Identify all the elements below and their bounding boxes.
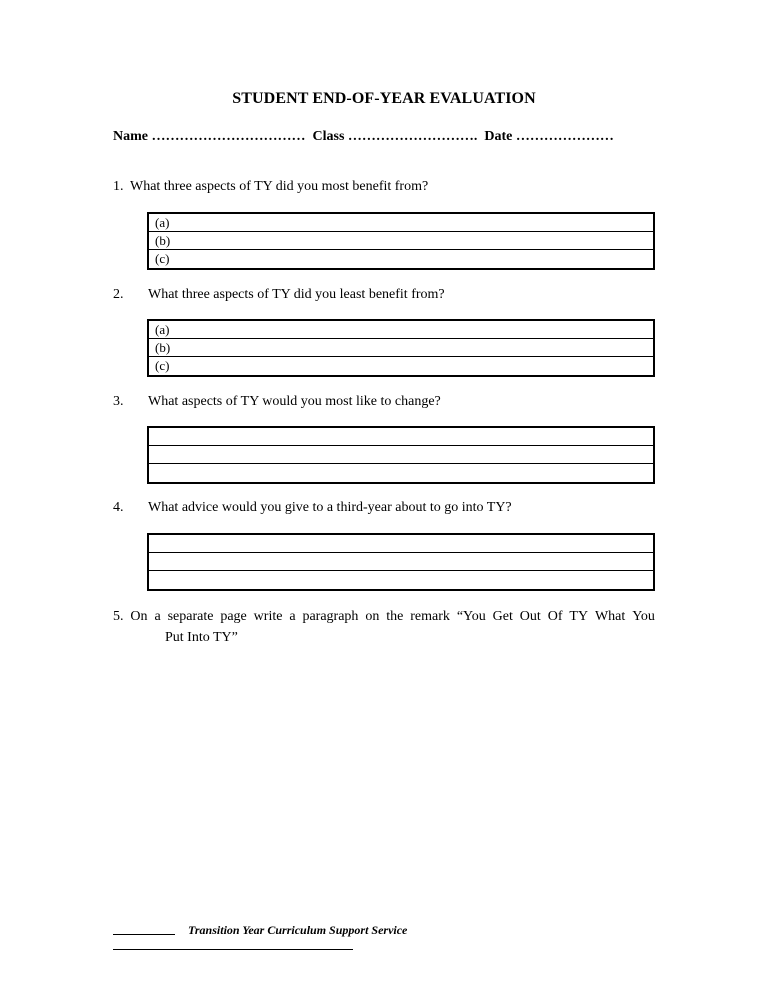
question-5-line-2: Put Into TY” [165,630,238,645]
form-title: STUDENT END-OF-YEAR EVALUATION [232,90,536,107]
answer-row-c[interactable]: (c) [155,358,170,373]
question-5-word: Of [547,609,563,624]
answer-box-1 [147,212,655,270]
question-number: 3. [113,394,124,409]
question-number: 5. [113,609,124,624]
question-5-word: page [220,609,247,624]
question-5-word: separate [167,609,214,624]
answer-row-c[interactable]: (c) [155,251,170,266]
answer-box-2 [147,319,655,377]
question-5-word: write [253,609,283,624]
answer-row[interactable] [149,464,653,482]
answer-box-4 [147,533,655,591]
question-5 [113,606,655,648]
answer-row-a[interactable]: (a) [149,321,653,339]
question-5-word: the [386,609,404,624]
question-5-word: Out [519,609,541,624]
answer-row[interactable] [149,535,653,553]
question-5-word: What [594,609,626,624]
question-number: 1. [113,179,124,194]
question-5-word: “You [456,609,486,624]
question-5-word: On [130,609,148,624]
student-details-row [113,129,614,145]
question-number: 4. [113,500,124,515]
question-5-word: paragraph [302,609,359,624]
question-text: What advice would you give to a third-year about to go into TY? [148,500,512,515]
footer-organisation: Transition Year Curriculum Support Service [188,923,408,937]
question-text: What three aspects of TY did you least benefit from? [148,287,445,302]
class-field: Class ………………………. [312,129,478,144]
question-5-word: Get [492,609,513,624]
date-field: Date ………………… [484,129,614,144]
name-field: Name …………………………… [113,129,306,144]
answer-box-3 [147,426,655,484]
answer-row[interactable] [149,571,653,589]
question-5-word: TY [569,609,589,624]
question-text: What aspects of TY would you most like to change? [148,394,441,409]
question-5-word: You [632,609,655,624]
question-text: What three aspects of TY did you most benefit from? [130,179,429,194]
footer-underline [113,949,353,950]
question-5-line-1 [113,606,655,627]
answer-row-b[interactable]: (b) [149,232,653,250]
footer [113,923,407,938]
answer-row[interactable] [149,553,653,571]
answer-row[interactable] [149,428,653,446]
question-5-word: a [154,609,161,624]
question-5-word: a [289,609,296,624]
question-5-word: on [365,609,380,624]
answer-row[interactable] [149,446,653,464]
footer-rule [113,934,175,935]
question-5-word: remark [410,609,450,624]
answer-row-a[interactable]: (a) [149,214,653,232]
answer-row-b[interactable]: (b) [149,339,653,357]
question-number: 2. [113,287,124,302]
